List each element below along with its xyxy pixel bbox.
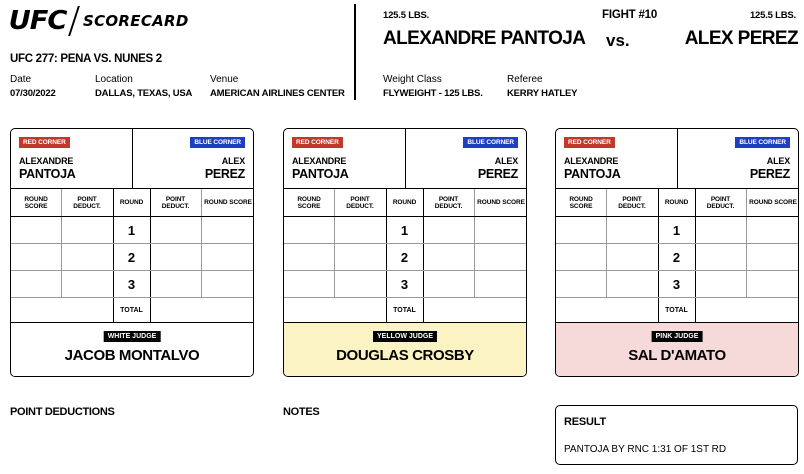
red-corner-badge: RED CORNER [564,137,615,148]
blue-point-deduct-cell [695,244,746,270]
blue-point-deduct-header: POINT DEDUCT. [161,195,190,210]
column-divider [423,189,424,216]
venue-value: AMERICAN AIRLINES CENTER [210,88,345,99]
blue-round-score-cell [474,244,527,270]
blue-fighter-first: ALEX [766,156,790,166]
judge-area [284,322,526,376]
point-deductions-label: POINT DEDUCTIONS [10,406,115,418]
score-header-row [556,189,798,217]
round-row [11,244,253,271]
column-divider [606,217,607,243]
referee-label: Referee [507,74,543,85]
round-row [556,217,798,244]
blue-round-score-header: ROUND SCORE [204,199,252,206]
column-divider [474,271,475,297]
judge-area [556,322,798,376]
corner-divider [132,129,133,189]
red-corner-badge: RED CORNER [19,137,70,148]
column-divider [150,217,151,243]
column-divider [746,244,747,270]
result-text: PANTOJA BY RNC 1:31 OF 1ST RD [564,444,727,455]
blue-corner-badge: BLUE CORNER [463,137,518,148]
red-weight: 125.5 LBS. [383,10,430,21]
red-point-deduct-cell [606,244,658,270]
red-round-score-header: ROUND SCORE [24,195,48,210]
round-row [556,244,798,271]
blue-point-deduct-cell [423,271,474,297]
column-divider [150,244,151,270]
column-divider [658,189,659,216]
column-divider [113,217,114,243]
blue-fighter-last: PEREZ [477,167,518,181]
column-divider [746,189,747,216]
red-point-deduct-cell [606,271,658,297]
blue-point-deduct-cell [150,244,201,270]
blue-fighter-last: PEREZ [749,167,790,181]
corner-divider [677,129,678,189]
blue-corner-badge: BLUE CORNER [735,137,790,148]
column-divider [695,244,696,270]
red-total-cell [284,298,386,323]
blue-round-score-cell [746,271,799,297]
scorecard-title: SCORECARD [82,12,189,30]
column-divider [386,189,387,216]
blue-round-score-cell [201,244,254,270]
column-divider [474,217,475,243]
blue-fighter-last: PEREZ [204,167,245,181]
round-row [284,271,526,298]
fight-number: FIGHT #10 [602,9,658,21]
judge-scorecard [555,128,799,377]
red-point-deduct-header: POINT DEDUCT. [618,195,646,210]
red-point-deduct-cell [61,244,113,270]
location-label: Location [95,74,133,85]
column-divider [423,298,424,323]
blue-total-cell [423,298,527,323]
column-divider [606,189,607,216]
round-number: 3 [127,276,136,292]
score-header-row [284,189,526,217]
column-divider [334,244,335,270]
column-divider [334,271,335,297]
red-fighter-name: ALEXANDRE PANTOJA [383,28,586,49]
column-divider [695,298,696,323]
total-label: TOTAL [393,307,416,314]
red-round-score-cell [284,271,334,297]
red-round-score-cell [11,217,61,243]
weight-class-label: Weight Class [383,74,442,85]
blue-corner-badge: BLUE CORNER [190,137,245,148]
round-number: 2 [400,249,409,265]
column-divider [113,271,114,297]
column-divider [150,271,151,297]
ufc-scorecard-logo [10,6,189,36]
corner-row [11,129,253,189]
red-fighter-last: PANTOJA [564,167,621,181]
round-row [556,271,798,298]
ufc-logo: UFC [8,6,67,36]
judge-area [11,322,253,376]
red-fighter-first: ALEXANDRE [292,156,347,166]
column-divider [334,189,335,216]
judge-name: DOUGLAS CROSBY [336,347,474,364]
blue-point-deduct-cell [423,217,474,243]
date-label: Date [10,74,32,85]
event-name: UFC 277: PENA VS. NUNES 2 [10,53,162,65]
red-point-deduct-cell [334,244,386,270]
judge-scorecard [10,128,254,377]
total-row [284,298,526,324]
red-round-score-header: ROUND SCORE [297,195,321,210]
round-number: 3 [672,276,681,292]
red-round-score-cell [556,244,606,270]
column-divider [746,217,747,243]
column-divider [201,244,202,270]
blue-point-deduct-cell [150,217,201,243]
column-divider [61,271,62,297]
round-number: 2 [127,249,136,265]
blue-point-deduct-cell [150,271,201,297]
total-row [11,298,253,324]
red-total-cell [11,298,113,323]
column-divider [474,244,475,270]
column-divider [61,217,62,243]
column-divider [386,298,387,323]
total-label: TOTAL [665,307,688,314]
judge-badge: WHITE JUDGE [104,331,161,342]
header-divider [354,4,356,100]
column-divider [423,271,424,297]
column-divider [695,189,696,216]
blue-round-score-header: ROUND SCORE [749,199,797,206]
column-divider [386,244,387,270]
red-corner-badge: RED CORNER [292,137,343,148]
red-round-score-cell [11,244,61,270]
referee-value: KERRY HATLEY [507,88,578,99]
column-divider [423,244,424,270]
blue-round-score-cell [746,244,799,270]
red-fighter-last: PANTOJA [19,167,76,181]
column-divider [658,298,659,323]
column-divider [423,217,424,243]
total-row [556,298,798,324]
column-divider [150,298,151,323]
blue-point-deduct-cell [695,271,746,297]
red-round-score-cell [284,244,334,270]
round-number: 1 [400,222,409,238]
column-divider [606,271,607,297]
round-number: 2 [672,249,681,265]
round-header: ROUND [392,199,417,206]
blue-round-score-cell [474,217,527,243]
red-round-score-header: ROUND SCORE [569,195,593,210]
red-round-score-cell [11,271,61,297]
red-point-deduct-cell [334,271,386,297]
red-round-score-cell [284,217,334,243]
red-fighter-first: ALEXANDRE [19,156,74,166]
notes-label: NOTES [283,406,320,418]
red-point-deduct-cell [61,217,113,243]
judge-name: SAL D'AMATO [628,347,726,364]
round-row [284,244,526,271]
round-number: 1 [127,222,136,238]
blue-round-score-header: ROUND SCORE [477,199,525,206]
blue-total-cell [695,298,799,323]
blue-fighter-first: ALEX [221,156,245,166]
round-row [284,217,526,244]
logo-divider [68,6,80,36]
red-point-deduct-header: POINT DEDUCT. [73,195,101,210]
column-divider [61,189,62,216]
red-point-deduct-cell [334,217,386,243]
location-value: DALLAS, TEXAS, USA [95,88,193,99]
judge-badge: YELLOW JUDGE [373,331,437,342]
column-divider [658,244,659,270]
result-box [555,405,798,465]
blue-round-score-cell [201,271,254,297]
red-point-deduct-cell [61,271,113,297]
round-header: ROUND [119,199,144,206]
column-divider [201,189,202,216]
blue-round-score-cell [201,217,254,243]
weight-class-value: FLYWEIGHT - 125 LBS. [383,88,483,99]
blue-total-cell [150,298,254,323]
round-number: 3 [400,276,409,292]
corner-row [556,129,798,189]
blue-round-score-cell [746,217,799,243]
column-divider [334,217,335,243]
column-divider [386,271,387,297]
judge-badge: PINK JUDGE [652,331,703,342]
column-divider [695,271,696,297]
column-divider [474,189,475,216]
corner-divider [405,129,406,189]
red-fighter-first: ALEXANDRE [564,156,619,166]
column-divider [695,217,696,243]
round-number: 1 [672,222,681,238]
column-divider [658,217,659,243]
corner-row [284,129,526,189]
blue-fighter-first: ALEX [494,156,518,166]
red-fighter-last: PANTOJA [292,167,349,181]
round-header: ROUND [664,199,689,206]
blue-weight: 125.5 LBS. [749,10,796,21]
red-round-score-cell [556,271,606,297]
column-divider [113,298,114,323]
red-round-score-cell [556,217,606,243]
round-row [11,217,253,244]
red-total-cell [556,298,658,323]
judge-scorecard [283,128,527,377]
blue-point-deduct-cell [695,217,746,243]
score-header-row [11,189,253,217]
red-point-deduct-header: POINT DEDUCT. [346,195,374,210]
blue-point-deduct-header: POINT DEDUCT. [706,195,735,210]
result-label: RESULT [564,416,606,428]
venue-label: Venue [210,74,239,85]
blue-point-deduct-cell [423,244,474,270]
column-divider [201,217,202,243]
column-divider [201,271,202,297]
date-value: 07/30/2022 [10,88,56,99]
column-divider [61,244,62,270]
column-divider [658,271,659,297]
column-divider [113,244,114,270]
blue-round-score-cell [474,271,527,297]
judge-name: JACOB MONTALVO [64,347,200,364]
round-row [11,271,253,298]
column-divider [606,244,607,270]
red-point-deduct-cell [606,217,658,243]
column-divider [150,189,151,216]
column-divider [386,217,387,243]
column-divider [113,189,114,216]
vs-label: vs. [606,31,630,50]
column-divider [746,271,747,297]
blue-point-deduct-header: POINT DEDUCT. [434,195,463,210]
total-label: TOTAL [120,307,143,314]
blue-fighter-name: ALEX PEREZ [684,28,798,49]
